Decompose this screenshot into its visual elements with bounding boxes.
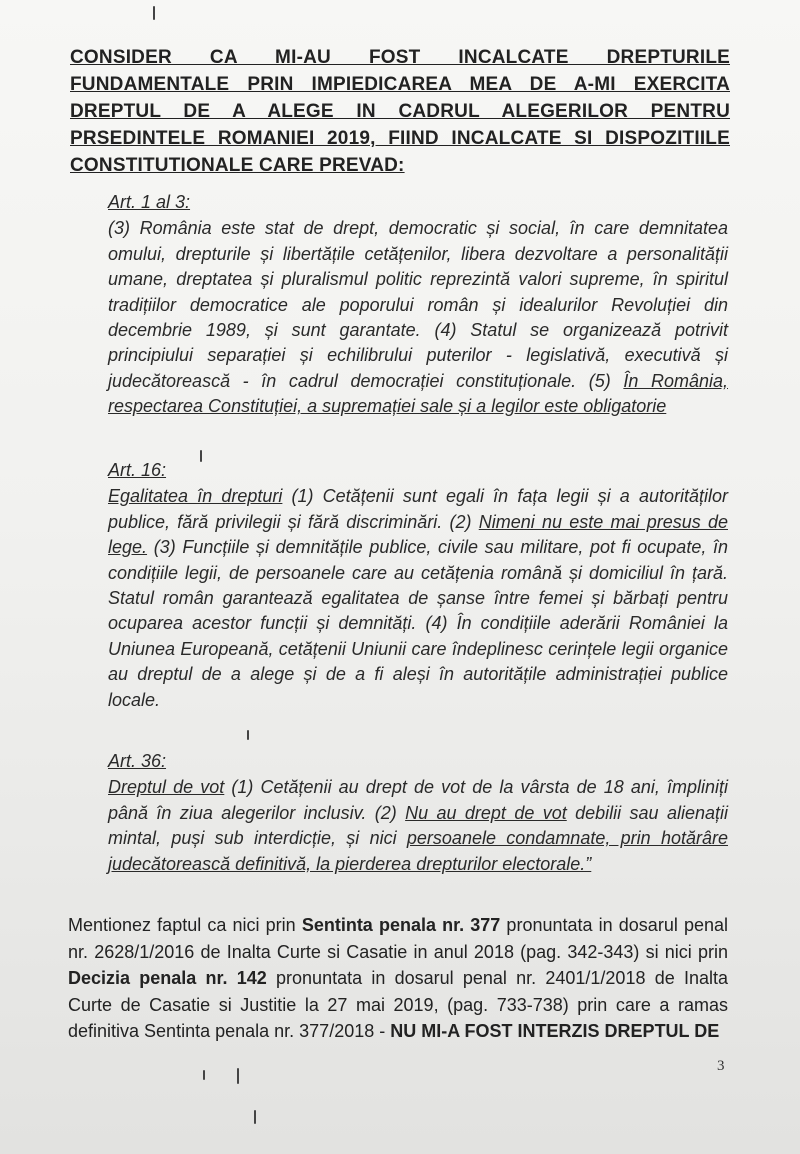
article-36-underlined-phrase: Nu au drept de vot	[405, 802, 567, 823]
article-1-underlined-text: În România, respectarea Constituției, a supremației sale și a legilor este obligatorie	[108, 370, 728, 417]
article-16-underlined-phrase: Nimeni nu este mai presus de lege.	[108, 511, 728, 558]
article-36-title: Art. 36:	[108, 751, 167, 771]
article-36-underlined-closing: persoanele condamnate, prin hotărâre judecătorească definitivă, la pierderea drepturilor electorale.”	[108, 828, 729, 874]
article-36-text-2: debilii sau alienații mintal, puși sub interdicție, și nici	[108, 802, 728, 849]
pen-mark	[247, 730, 249, 740]
pen-mark	[200, 450, 202, 462]
article-16-text-1: (1) Cetățenii sunt egali în fața legii și a autorităților publice, fără privilegii și fără discriminări. (2)	[108, 486, 728, 532]
article-1-text: (3) România este stat de drept, democratic și social, în care demnitatea omului, drepturile și libertățile cetățenilor, libera dezvoltare a personalității umane, dreptatea și pluralismul politic reprezintă valori supreme, în spiritul tradițiilor democratice ale poporului român și idealurilor Revoluției din decembrie 1989, și sunt garantate. (4) Statul se organizează potrivit principiului separației și echilibrului puterilor - legislativă, executivă și judecătorească - în cadrul democrației constituționale. (5)	[108, 218, 728, 391]
article-16-title: Art. 16:	[108, 460, 167, 480]
article-16-heading-underlined: Egalitatea în drepturi	[108, 486, 283, 507]
statement-text-2: pronuntata in dosarul penal nr. 2628/1/2016 de Inalta Curte si Casatie in anul 2018 (pag. 342-343) si nici prin	[68, 915, 729, 962]
statement-paragraph	[68, 912, 728, 1045]
pen-mark	[203, 1070, 205, 1080]
article-16-block	[108, 458, 728, 713]
article-1-title: Art. 1 al 3:	[108, 192, 191, 212]
pen-mark	[153, 6, 155, 20]
page-number: 3	[717, 1058, 725, 1074]
pen-mark	[254, 1110, 256, 1124]
statement-bold-conclusion: NU MI-A FOST INTERZIS DREPTUL DE	[390, 1021, 720, 1041]
pen-mark	[237, 1068, 239, 1084]
statement-bold-decision-ref: Decizia penala nr. 142	[68, 968, 267, 988]
statement-text-3: pronuntata in dosarul penal nr. 2401/1/2018 de Inalta Curte de Casatie si Justitie la 27 mai 2019, (pag. 733-738) prin care a ramas definitiva Sentinta penala nr. 377/2018 -	[68, 968, 728, 1041]
article-36-text-1: (1) Cetățenii au drept de vot de la vârsta de 18 ani, împliniți până în ziua alegerilor inclusiv. (2)	[108, 777, 729, 823]
article-36-block	[108, 749, 728, 877]
document-heading: CONSIDER CA MI-AU FOST INCALCATE DREPTURILE FUNDAMENTALE PRIN IMPIEDICAREA MEA DE A-MI EXERCITA DREPTUL DE A ALEGE IN CADRUL ALEGERILOR PENTRU PRSEDINTELE ROMANIEI 2019, FIIND INCALCATE SI DISPOZITIILE CONSTITUTIONALE CARE PREVAD:	[70, 47, 730, 176]
statement-bold-sentence-ref: Sentinta penala nr. 377	[301, 915, 501, 935]
article-16-text-2: (3) Funcțiile și demnitățile publice, civile sau militare, pot fi ocupate, în condițiile legii, de persoanele care au cetățenia română și domiciliul în țară. Statul român garantează egalitatea de șanse între femei și bărbați pentru ocuparea acestor funcții și demnități. (4) În condițiile aderării României la Uniunea Europeană, cetățenii Uniunii care îndeplinesc cerințele legii organice au dreptul de a alege și de a fi aleși în autoritățile administrației publice locale.	[108, 537, 728, 710]
article-1-block	[108, 190, 728, 420]
article-36-heading-underlined: Dreptul de vot	[108, 777, 225, 798]
statement-text-1: Mentionez faptul ca nici prin	[68, 915, 302, 935]
